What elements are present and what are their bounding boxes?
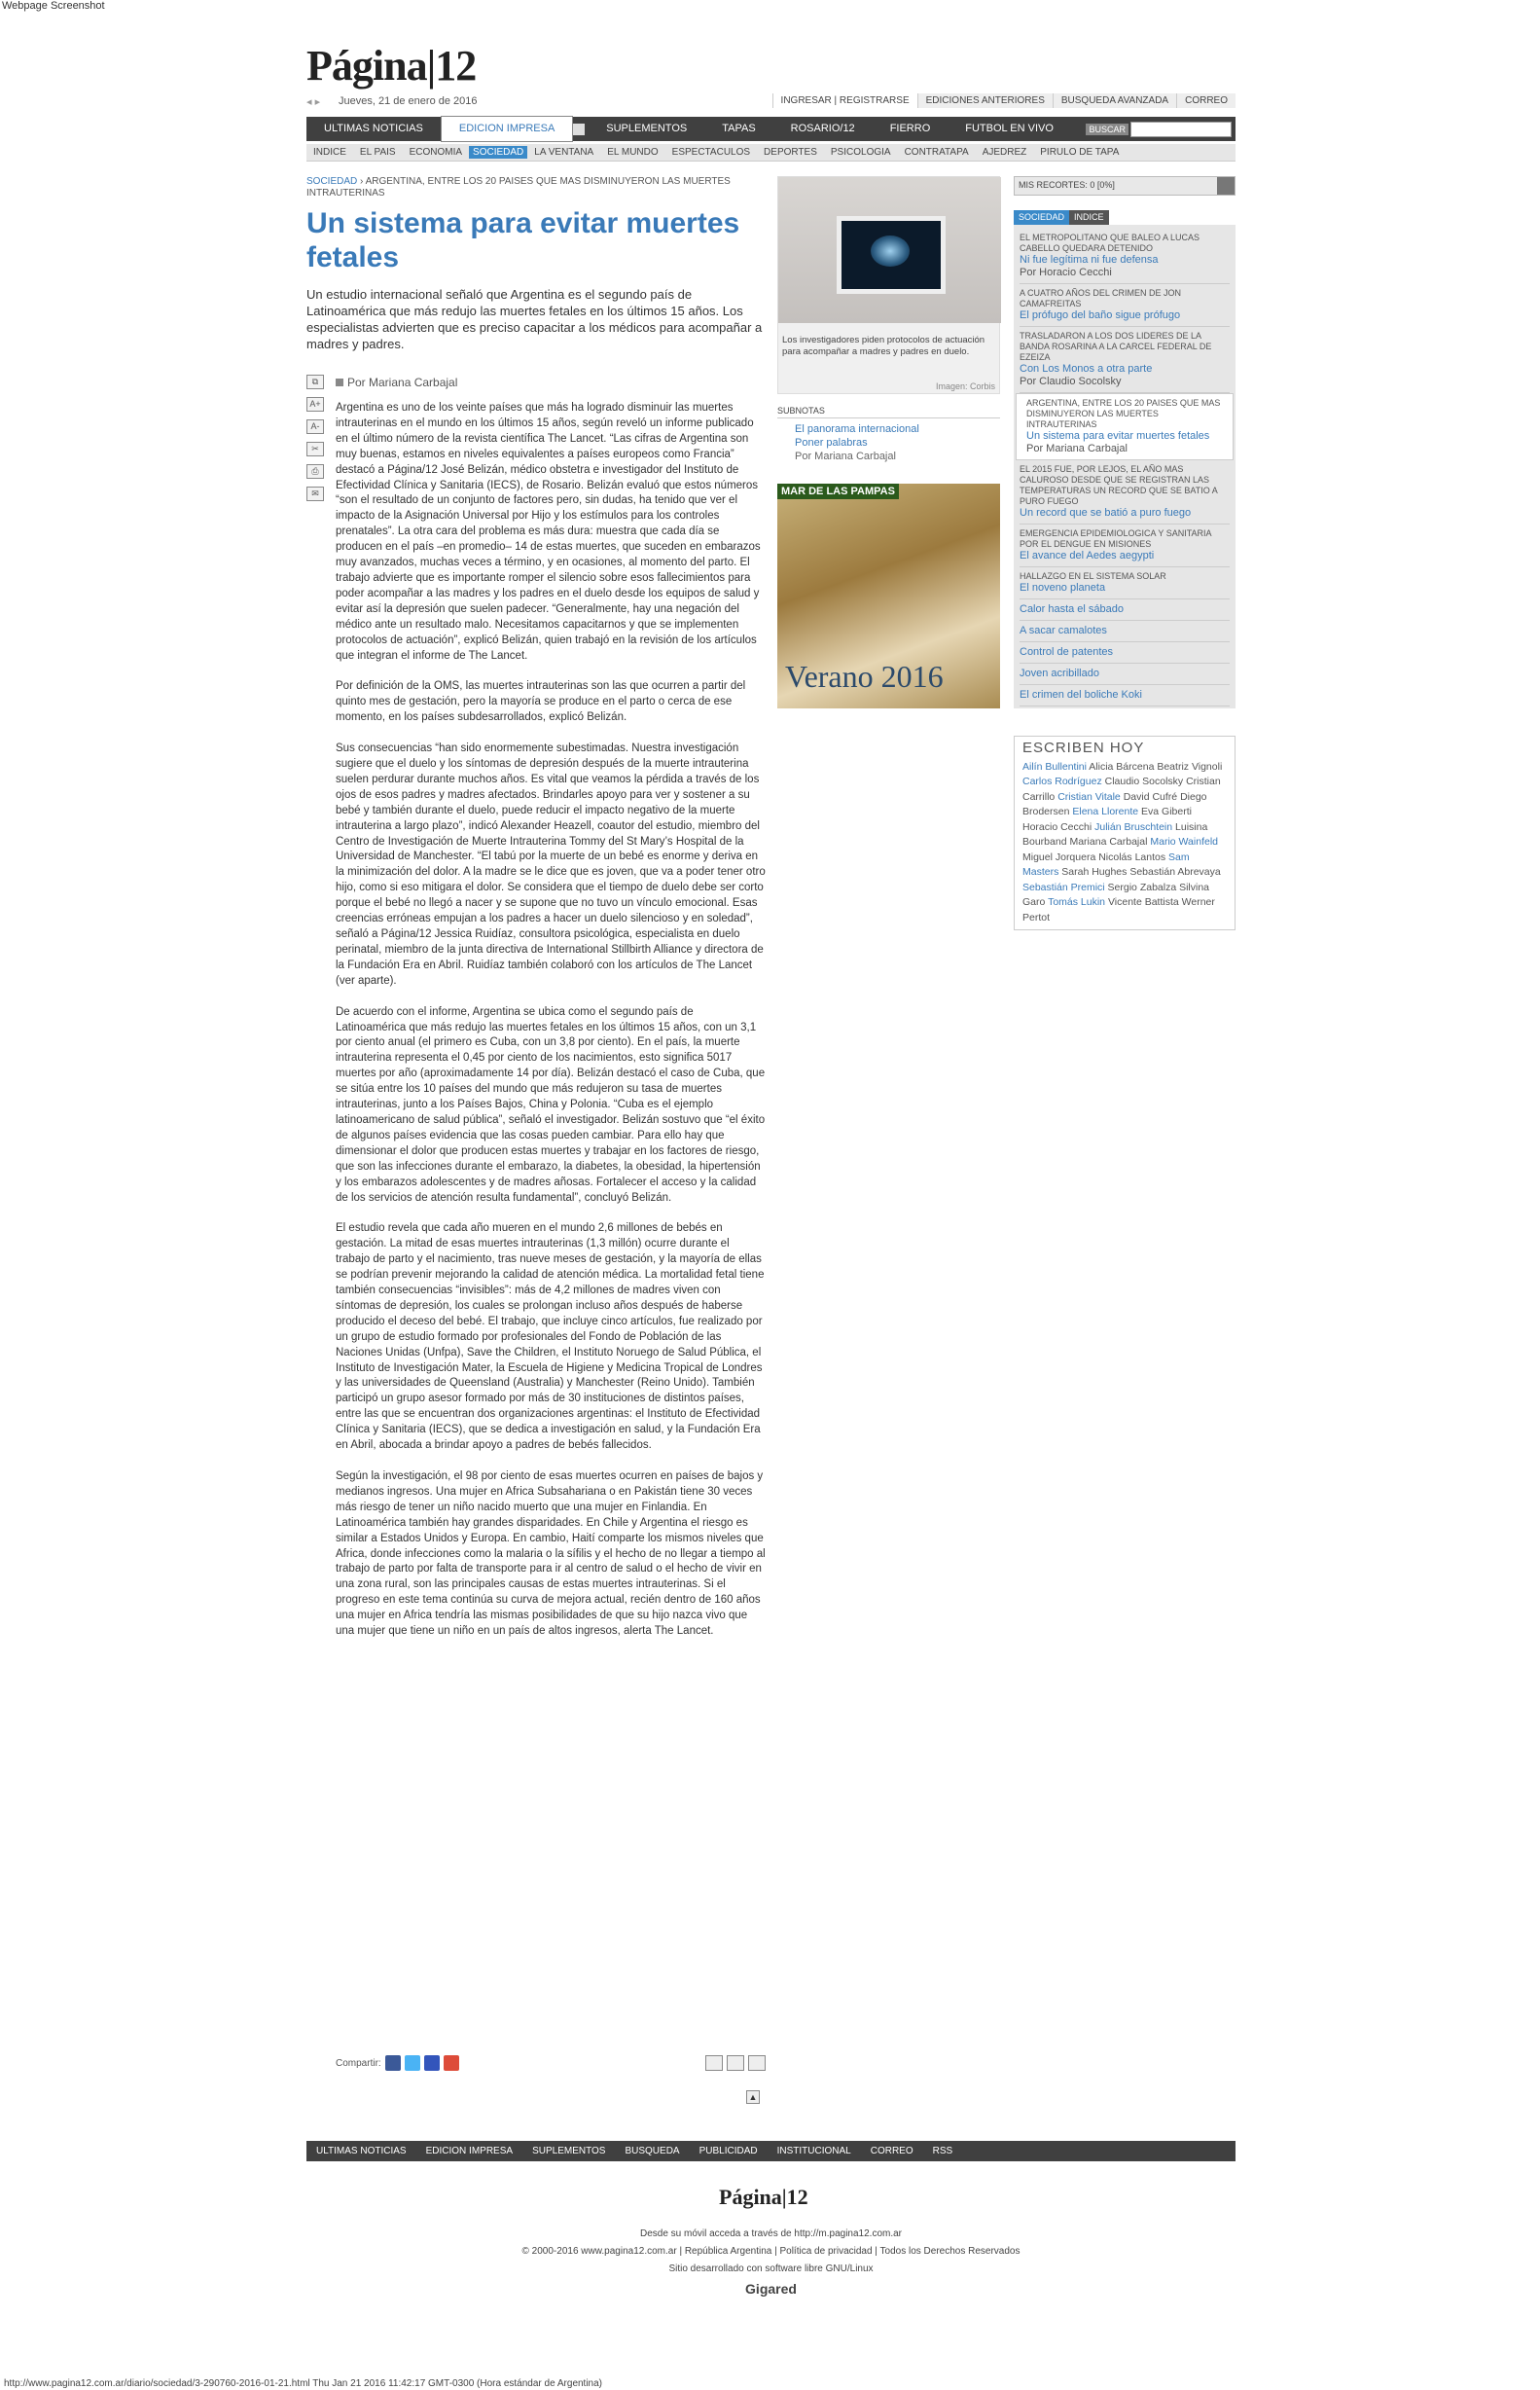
back-to-top-icon[interactable]: ▲ [746,2090,760,2104]
footer-nav [306,2141,1236,2161]
facebook-icon[interactable] [385,2055,401,2071]
footer-link[interactable]: SUPLEMENTOS [532,2146,606,2156]
sidebar-story[interactable] [1020,685,1230,706]
story-kicker: HALLAZGO EN EL SISTEMA SOLAR [1020,571,1166,581]
author-link[interactable]: Miguel Jorquera [1022,851,1096,863]
author-list [1022,760,1227,926]
paragraph: De acuerdo con el informe, Argentina se ubica como el segundo país de Latinoamérica que más redujo las muertes fetales en los últimos 15 años, con un 3,1 por ciento anual (el primero es Cuba, con un 3,8 por ciento). En el país, la muerte intrauterina representa el 0,45 por ciento de los nacimientos, esto significa 5017 muertes por año (aproximadamente 14 por día). Belizán destacó el caso de Cuba, que se sitúa entre los 10 países del mundo que más redujeron su tasa de muertes intrauterinas, junto a los Países Bajos, China y Polonia. “Cuba es el ejemplo latinoamericano de salud pública”, señaló el investigador. Belizán sostuvo que “el éxito de algunos países evidencia que las cosas pueden cambiar. Para ello hay que dimensionar el dolor que producen estas muertes y trabajar en los factores de riesgo, que son las infecciones durante el embarazo, la diabetes, la obesidad, la hipertensión y los embarazos adolescentes y de madres añosas. Fortalecer el acceso y la calidad de los servicios de atención resulta fundamental”, concluyó Belizán. [336,1005,766,1204]
print-icon[interactable]: ⎙ [306,464,324,479]
sidebar-story[interactable] [1020,229,1230,284]
search-input[interactable] [1130,122,1232,137]
sidebar-story[interactable] [1020,460,1230,525]
share-label: Compartir: [336,2057,381,2069]
author-link[interactable]: Beatriz Vignoli [1157,760,1223,773]
breadcrumb-kicker: › ARGENTINA, ENTRE LOS 20 PAISES QUE MAS DISMINUYERON LAS MUERTES INTRAUTERINAS [306,176,731,199]
story-author: Por Claudio Socolsky [1020,376,1122,387]
recortes-label: MIS RECORTES: 0 [0%] [1019,180,1115,190]
clip-icon[interactable]: ✂ [306,442,324,456]
story-kicker: EMERGENCIA EPIDEMIOLOGICA Y SANITARIA POR EL DENGUE EN MISIONES [1020,528,1212,549]
correo-link[interactable]: CORREO [1176,93,1236,108]
sidebar-story[interactable] [1020,642,1230,664]
subnav-el-mundo[interactable]: EL MUNDO [607,147,659,158]
story-headline[interactable]: Calor hasta el sábado [1020,603,1125,615]
author-link[interactable]: Cristian Carrillo [1022,776,1221,803]
article-lead: Un estudio internacional señaló que Argentina es el segundo país de Latinoamérica que más redujo las muertes fetales en los últimos 15 años. Los especialistas advierten que es preciso capacitar a los médicos para acompañar a madres y padres. [306,287,763,351]
story-kicker: EL METROPOLITANO QUE BALEO A LUCAS CABELLO QUEDARA DETENIDO [1020,233,1200,253]
author-link[interactable]: Tomás Lukin [1048,896,1106,908]
author-link[interactable]: Sam Masters [1022,851,1190,878]
author-link[interactable]: Ailín Bullentini [1022,760,1087,773]
print-icon[interactable] [727,2055,744,2071]
screenshot-caption: Webpage Screenshot [2,0,105,12]
story-headline[interactable]: El noveno planeta [1020,582,1106,594]
photo-caption: Los investigadores piden protocolos de actuación para acompañar a madres y padres en duelo. [782,335,985,357]
site-logo[interactable]: Página|12 [306,42,477,90]
sidebar-story[interactable] [1020,327,1230,393]
mis-recortes[interactable] [1014,176,1236,196]
author-link[interactable]: Cristian Vitale [1057,790,1121,803]
story-kicker: EL 2015 FUE, POR LEJOS, EL AÑO MAS CALUROSO DESDE QUE SE REGISTRAN LAS TEMPERATURAS UN RECORD QUE SE BATIO A PURO FUEGO [1020,464,1218,506]
font-smaller-icon[interactable]: A- [306,419,324,434]
delicious-icon[interactable] [424,2055,440,2071]
article-photo [777,176,1000,394]
nav-fierro[interactable]: FIERRO [889,123,931,134]
login-link[interactable]: INGRESAR | REGISTRARSE [772,93,917,108]
story-headline[interactable]: El prófugo del baño sigue prófugo [1020,309,1181,321]
story-headline[interactable]: Con Los Monos a otra parte [1020,363,1153,375]
banner-text: Verano 2016 [785,659,944,694]
paragraph: El estudio revela que cada año mueren en el mundo 2,6 millones de bebés en gestación. La mitad de esas muertes intrauterinas (1,3 millón) ocurre durante el trabajo de parto y el nacimiento, tras nueve meses de gestación, y la mayoría de ellas se podrían prevenir mejorando la calidad de atención médica. La mortalidad fetal tiene también consecuencias “invisibles”: más de 4,2 millones de madres viven con síntomas de depresión, los cuales se prolongan incluso años después de haberse producido el deceso del bebé. El trabajo, que incluye cinco artículos, fue realizado por un grupo de estudio formado por profesionales del Fondo de Población de las Naciones Unidas (Unfpa), Save the Children, el Instituto Noruego de Salud Pública, el Instituto de Investigación Mater, la Escuela de Higiene y Medicina Tropical de Londres y las universidades de Queensland (Australia) y Manchester (Reino Unido). También participó un grupo asesor formado por más de 30 instituciones de distintos países, entre las que se encuentran dos organizaciones argentinas: el Instituto de Efectividad Clínica y Sanitaria (IECS), que se dedica a investigación en salud, y la Fundación Era en Abril, abocada a brindar apoyo a padres de bebés fallecidos. [336,1222,765,1452]
breadcrumb-section[interactable]: SOCIEDAD [306,176,358,187]
gigared-logo[interactable]: Gigared [745,2281,797,2297]
article-tools [306,375,326,509]
author-link[interactable]: Silvina Garo [1022,881,1210,908]
banner-title: MAR DE LAS PAMPAS [777,484,899,499]
story-headline[interactable]: A sacar camalotes [1020,625,1107,636]
subnav-la-ventana[interactable]: LA VENTANA [534,147,594,158]
main-nav [306,117,1236,141]
nav-futbol-en-vivo[interactable]: FUTBOL EN VIVO [965,123,1054,134]
date-row [306,93,1236,111]
dropdown-icon[interactable] [1217,177,1235,195]
subnav-pirulo-de-tapa[interactable]: PIRULO DE TAPA [1040,147,1120,158]
sidebar-story[interactable] [1020,664,1230,685]
copy-icon[interactable]: ⧉ [306,375,324,389]
nav-rosario12[interactable]: ROSARIO/12 [790,123,855,134]
tab-indice[interactable]: INDICE [1069,210,1109,225]
author-link[interactable]: David Cufré [1123,790,1178,803]
paragraph: Argentina es uno de los veinte países que más ha logrado disminuir las muertes intrauterinas en el mundo en los últimos 15 años, según reveló un informe publicado en el último número de la revista científica The Lancet. “Las cifras de Argentina son muy buenas, estamos en niveles equivalentes a países europeos como Francia” destacó a Página/12 José Belizán, médico obstetra e investigador del Instituto de Efectividad Clínica y Sanitaria (IECS), de Rosario. Belizán evaluó que estos números “son el resultado de un conjunto de factores pero, sin dudas, ha tenido que ver el impacto de la Asignación Universal por Hijo y los estímulos para los controles prenatales”. La otra cara del problema es más dura: muestra que cada día se producen en el país –en promedio– 14 de estas muertes, que suceden en embarazos muy avanzados, muchas veces a término, y en ocasiones, al momento del parto. El trabajo advierte que es importante romper el silencio sobre esos fallecimientos para poder acompañar a las madres y los padres en el duelo desde los equipos de salud y evitar así la depresión que suelen padecer. “Generalmente, hay una negación del médico ante un resultado malo. Necesitamos capacitarnos y que se implementen protocolos de actuación”, explicó Belizán, quien trabajó en la revisión de los artículos que integran el informe de The Lancet. [336,402,761,662]
footer-link[interactable]: ULTIMAS NOTICIAS [316,2146,407,2156]
story-headline[interactable]: Ni fue legítima ni fue defensa [1020,254,1159,266]
author-link[interactable]: Sebastián Abrevaya [1129,866,1221,878]
author-link[interactable]: Diego Brodersen [1022,790,1207,817]
footer-link[interactable]: EDICION IMPRESA [425,2146,514,2156]
breadcrumb [306,176,754,199]
page [306,0,1236,2297]
sidebar-list [1014,225,1236,708]
nav-edicion-impresa[interactable]: EDICION IMPRESA [441,116,573,142]
story-author: Por Horacio Cecchi [1020,267,1112,278]
twitter-icon[interactable] [405,2055,420,2071]
section-nav [306,144,1236,162]
author-link[interactable]: Alicia Bárcena [1089,760,1155,773]
byline-text: Por Mariana Carbajal [347,376,458,389]
story-kicker: TRASLADARON A LOS DOS LIDERES DE LA BANDA ROSARINA A LA CARCEL FEDERAL DE EZEIZA [1020,331,1212,362]
busqueda-avanzada-link[interactable]: BUSQUEDA AVANZADA [1053,93,1176,108]
author-icon [336,379,343,386]
google-plus-icon[interactable] [444,2055,459,2071]
author-link[interactable]: Eva Giberti [1141,806,1192,817]
sidebar-tabs [1014,210,1236,225]
mobile-line[interactable]: Desde su móvil acceda a través de http://m.pagina12.com.ar [639,2228,903,2239]
photo-source: Imagen: Corbis [935,381,995,391]
story-headline[interactable]: Un sistema para evitar muertes fetales [1026,430,1210,442]
nav-tapas[interactable]: TAPAS [722,123,756,134]
footer-link[interactable]: INSTITUCIONAL [776,2146,851,2156]
paragraph: Por definición de la OMS, las muertes intrauterinas son las que ocurren a partir del quinto mes de gestación, pero la mayoría se produce en el parto o cerca de ese momento, en los países subdesarrollados, explicó Belizán. [336,680,746,724]
author-link[interactable]: Sarah Hughes [1061,866,1128,878]
subnotas [777,406,1000,463]
sidebar-story[interactable] [1020,599,1230,621]
subnav-psicologia[interactable]: PSICOLOGIA [830,147,891,158]
article-title: Un sistema para evitar muertes fetales [306,207,740,273]
top-links [772,93,1236,108]
sidebar [1014,176,1236,930]
sidebar-story[interactable] [1016,393,1234,460]
author-link[interactable]: Luisina Bourband [1022,820,1208,848]
byline [336,376,457,389]
subnav-economia[interactable]: ECONOMIA [409,147,463,158]
escriben-hoy [1014,736,1236,930]
ultrasound-frame [837,216,946,294]
paragraph: Según la investigación, el 98 por ciento de esas muertes ocurren en países de bajos y medianos ingresos. Una mujer en Africa Subsahariana o en Pakistán tiene 30 veces más riesgo de tener un niño nacido muerto que una mujer en Finlandia. En Latinoamérica también hay grandes disparidades. En Chile y Argentina el riesgo es similar a Estados Unidos y Europa. En cambio, Haití comparte los mismos niveles que Africa, donde infecciones como la malaria o la sífilis y el hecho de no llegar a tiempo al trabajo de parto por falta de transporte para ir al centro de salud o el hecho de vivir en una zona rural, son las principales causas de estas muertes intrauterinas. Si el progreso en este tema continúa su curva de mejora actual, recién dentro de 160 años una mujer en Africa tendría las mismas posibilidades de que su hijo nazca vivo que una mujer que tiene un niño en un país de altos ingresos, alerta The Lancet. [336,1470,766,1638]
story-headline[interactable]: Joven acribillado [1020,668,1099,679]
rss-link[interactable]: RSS [932,2146,953,2156]
font-larger-icon[interactable]: A+ [306,397,324,412]
subnotas-heading: SUBNOTAS [777,406,1000,418]
author-link[interactable]: Mariana Carbajal [1069,836,1148,848]
author-link[interactable]: Werner Pertot [1022,896,1215,923]
author-link[interactable]: Nicolás Lantos [1098,851,1166,863]
url-line: http://www.pagina12.com.ar/diario/sociedad/3-290760-2016-01-21.html Thu Jan 21 2016 11:42:17 GMT-0300 (Hora estándar de Argentina) [4,2378,603,2389]
story-headline[interactable]: Control de patentes [1020,646,1114,658]
escriben-heading: ESCRIBEN HOY [1022,740,1145,756]
footer-link[interactable]: PUBLICIDAD [698,2146,758,2156]
subnav-contratapa[interactable]: CONTRATAPA [904,147,969,158]
author-link[interactable]: Horacio Cecchi [1022,820,1092,833]
footer-link[interactable]: CORREO [870,2146,913,2156]
share-tools [705,2055,766,2071]
subnav-ajedrez[interactable]: AJEDREZ [982,147,1027,158]
prev-next-icon[interactable]: ◂ ▸ [306,96,321,108]
story-headline[interactable]: El crimen del boliche Koki [1020,689,1142,701]
ad-banner[interactable] [777,484,1000,708]
edition-date: Jueves, 21 de enero de 2016 [339,95,478,107]
author-link[interactable]: Carlos Rodríguez [1022,776,1102,787]
author-link[interactable]: Sergio Zabalza [1107,881,1177,893]
story-author: Por Mariana Carbajal [1026,443,1128,454]
sidebar-story[interactable] [1020,567,1230,599]
email-icon[interactable] [748,2055,766,2071]
author-link[interactable]: Julián Bruschtein [1094,820,1173,833]
email-icon[interactable]: ✉ [306,487,324,501]
copyright-line: © 2000-2016 www.pagina12.com.ar | República Argentina | Política de privacidad | Todos los Derechos Reservados [521,2246,1021,2257]
ediciones-anteriores-link[interactable]: EDICIONES ANTERIORES [917,93,1053,108]
subnav-el-pais[interactable]: EL PAIS [359,147,396,158]
author-link[interactable]: Sebastián Premici [1022,881,1105,893]
sidebar-story[interactable] [1020,525,1230,567]
ultrasound-image [778,177,1001,323]
search-button[interactable]: BUSCAR [1086,124,1128,135]
footer-link[interactable]: BUSQUEDA [625,2146,680,2156]
nav-ultimas-noticias[interactable]: ULTIMAS NOTICIAS [324,123,423,134]
subnav-indice[interactable]: INDICE [313,147,346,158]
subnav-sociedad[interactable]: SOCIEDAD [469,146,527,159]
author-link[interactable]: Mario Wainfeld [1150,836,1218,848]
subnota-author: Por Mariana Carbajal [795,451,896,462]
subnota-link[interactable]: Poner palabras [795,437,868,449]
author-link[interactable]: Elena Llorente [1072,806,1139,817]
story-headline[interactable]: El avance del Aedes aegypti [1020,550,1155,561]
author-link[interactable]: Vicente Battista [1107,896,1179,908]
clip-icon[interactable] [705,2055,723,2071]
footer-logo[interactable]: Página|12 [719,2185,808,2209]
nav-suplementos[interactable]: SUPLEMENTOS [606,123,688,134]
subnota-link[interactable]: El panorama internacional [795,423,919,435]
sidebar-story[interactable] [1020,621,1230,642]
story-kicker: ARGENTINA, ENTRE LOS 20 PAISES QUE MAS DISMINUYERON LAS MUERTES INTRAUTERINAS [1026,398,1221,429]
subnav-deportes[interactable]: DEPORTES [764,147,817,158]
dropdown-icon[interactable] [573,124,585,135]
subnav-espectaculos[interactable]: ESPECTACULOS [671,147,751,158]
share-bar [336,2053,766,2073]
story-kicker: A CUATRO AÑOS DEL CRIMEN DE JON CAMAFREITAS [1020,288,1182,308]
gnu-line[interactable]: Sitio desarrollado con software libre GNU/Linux [668,2263,874,2274]
sidebar-story[interactable] [1020,284,1230,327]
article-body [336,401,766,1655]
story-headline[interactable]: Un record que se batió a puro fuego [1020,507,1192,519]
tab-sociedad[interactable]: SOCIEDAD [1014,210,1069,225]
paragraph: Sus consecuencias “han sido enormemente subestimadas. Nuestra investigación sugiere que el duelo y los síntomas de depresión después de la muerte intrauterina suelen perdurar durante muchos años. Es vital que veamos la pérdida a través de los ojos de esos padres y madres afectados. Brindarles apoyo para ver y sostener a su bebé y también durante el duelo, puede reducir el impacto negativo de la muerte intrauterina a largo plazo”, indicó Alexander Heazell, coautor del estudio, miembro del Centro de Investigación de Muerte Intrauterina Tommy del St Mary’s Hospital de la Universidad de Manchester. “El tabú por la muerte de un bebé es enorme y deriva en la minimización del dolor. A la madre se le dice que es joven, que va a poder tener otro hijo, como si eso mitigara el dolor. Se considera que el tiempo de duelo debe ser corto porque el bebé no llegó a nacer y se supone que no tuvo un vínculo emocional. Esas creencias erróneas empujan a los padres a hacer un duelo silencioso y en soledad”, señaló a Página/12 Jessica Ruidíaz, consultora psicológica, especialista en duelo perinatal, miembro de la junta directiva de International Stillbirth Alliance y directora de la Fundación Era en Abril. Ruidíaz también colaboró con los artículos de The Lancet (ver aparte). [336,742,766,987]
author-link[interactable]: Claudio Socolsky [1104,776,1184,787]
